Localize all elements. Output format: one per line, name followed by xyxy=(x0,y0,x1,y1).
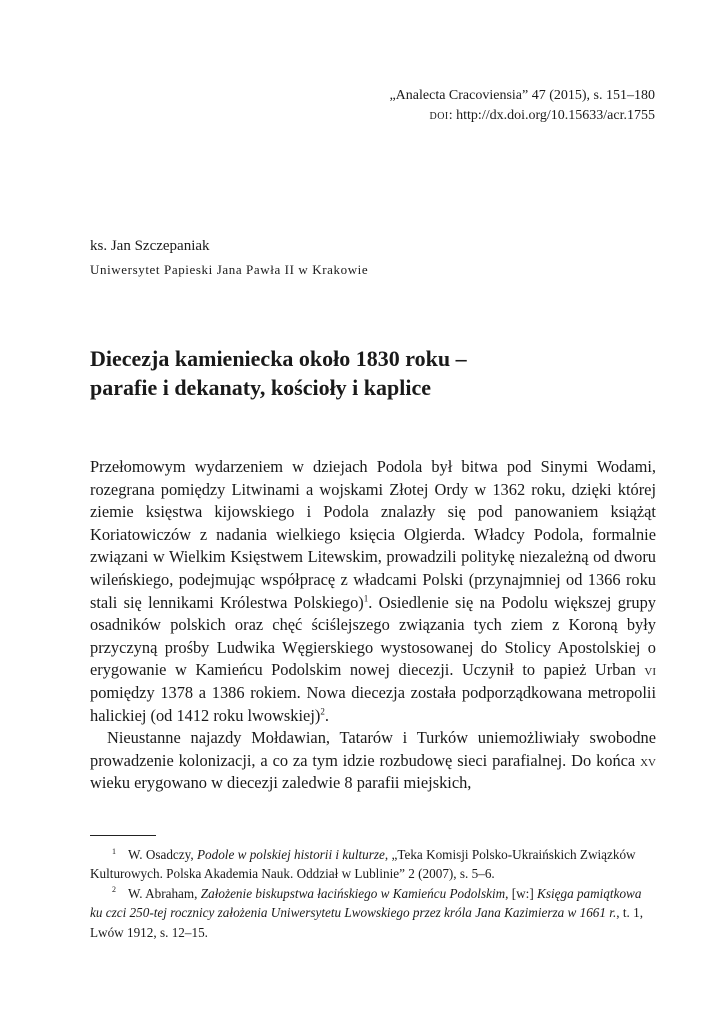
footnote-ref-1[interactable]: 1 xyxy=(363,593,369,604)
roman-numeral: vi xyxy=(644,660,656,680)
footnote-1-author: W. Osadczy, xyxy=(128,847,197,862)
paragraph-1 xyxy=(90,456,656,727)
paragraph-2-text-a: Nieustanne najazdy Mołdawian, Tatarów i Turków uniemożliwiały swobodne prowadzenie kolonizacji, a co za tym idzie rozbudowę sieci parafialnej. Do końca xyxy=(90,728,656,770)
paragraph-1-text-c: pomiędzy 1378 a 1386 rokiem. Nowa diecezja została podporządkowana metropolii halickiej (od 1412 roku lwowskiej) xyxy=(90,682,656,725)
footnote-2-mid: , [w:] xyxy=(505,885,538,901)
footnote-2-book-title: Księga pamiątkowa ku czci 250-tej rocznicy założenia Uniwersytetu Lwowskiego przez króla Jana Kazimierza w 1661 r. xyxy=(90,885,642,921)
footnote-1-title: Podole w polskiej historii i kulturze xyxy=(196,847,385,862)
footnote-ref-2[interactable]: 2 xyxy=(320,706,325,717)
doi-line xyxy=(389,106,655,126)
doi-label: doi xyxy=(429,108,449,123)
footnote-2 xyxy=(90,884,656,942)
footnote-1-mark: 1 xyxy=(112,846,116,856)
footnote-divider xyxy=(90,835,156,836)
article-title xyxy=(90,344,630,402)
doi-link[interactable]: : http://dx.doi.org/10.15633/acr.1755 xyxy=(448,108,655,123)
author-affiliation: Uniwersytet Papieski Jana Pawła II w Krakowie xyxy=(90,262,369,277)
paragraph-1-text-a: Przełomowym wydarzeniem w dziejach Podola był bitwa pod Sinymi Wodami, rozegrana pomiędzy Litwinami a wojskami Złotej Ordy w 1362 roku, dzięki której ziemie księstwa kijowskiego i Podola znalazły się pod panowaniem książąt Koriatowiczów z nadania wielkiego księcia Olgierda. Władcy Podola, formalnie związani w Wielkim Księstwem Litewskim, prowadzili politykę niezależną od dworu wileńskiego, podejmując współpracę z władcami Polski (przynajmniej od 1366 roku stali się lennikami Królestwa Polskiego) xyxy=(90,457,656,612)
paragraph-2 xyxy=(90,727,656,795)
footnote-1-rest: , „Teka Komisji Polsko-Ukraińskich Związków Kulturowych. Polska Akademia Nauk. Oddział w Lublinie” 2 (2007), s. 5–6. xyxy=(90,847,636,882)
footnote-2-mark: 2 xyxy=(112,885,116,895)
title-line-2: parafie i dekanaty, kościoły i kaplice xyxy=(90,375,432,400)
article-body xyxy=(90,456,656,795)
author-name: ks. Jan Szczepaniak xyxy=(90,238,210,254)
footnote-1 xyxy=(90,845,656,884)
roman-numeral: xv xyxy=(640,750,656,770)
journal-citation: „Analecta Cracoviensia” 47 (2015), s. 151–180 xyxy=(389,88,655,103)
footnote-2-title: Założenie biskupstwa łacińskiego w Kamieńcu Podolskim xyxy=(200,885,506,901)
paragraph-1-text-d: . xyxy=(324,705,329,725)
footnotes xyxy=(90,845,656,942)
journal-reference xyxy=(389,86,655,126)
title-line-1: Diecezja kamieniecka około 1830 roku – xyxy=(90,346,467,371)
footnote-2-rest: , t. 1, Lwów 1912, s. 12–15. xyxy=(90,905,643,940)
paragraph-1-text-b: . Osiedlenie się na Podolu większej grupy osadników polskich oraz chęć ściślejszego związania tych ziem z Koroną były przyczyną prośby Ludwika Węgierskiego wystosowanej do Stolicy Apostolskiej o erygowanie w Kamieńcu Podolskim nowej diecezji. Uczynił to papież Urban xyxy=(90,592,656,680)
footnote-2-author: W. Abraham, xyxy=(128,885,201,901)
paragraph-2-text-b: wieku erygowano w diecezji zaledwie 8 parafii miejskich, xyxy=(90,773,472,793)
